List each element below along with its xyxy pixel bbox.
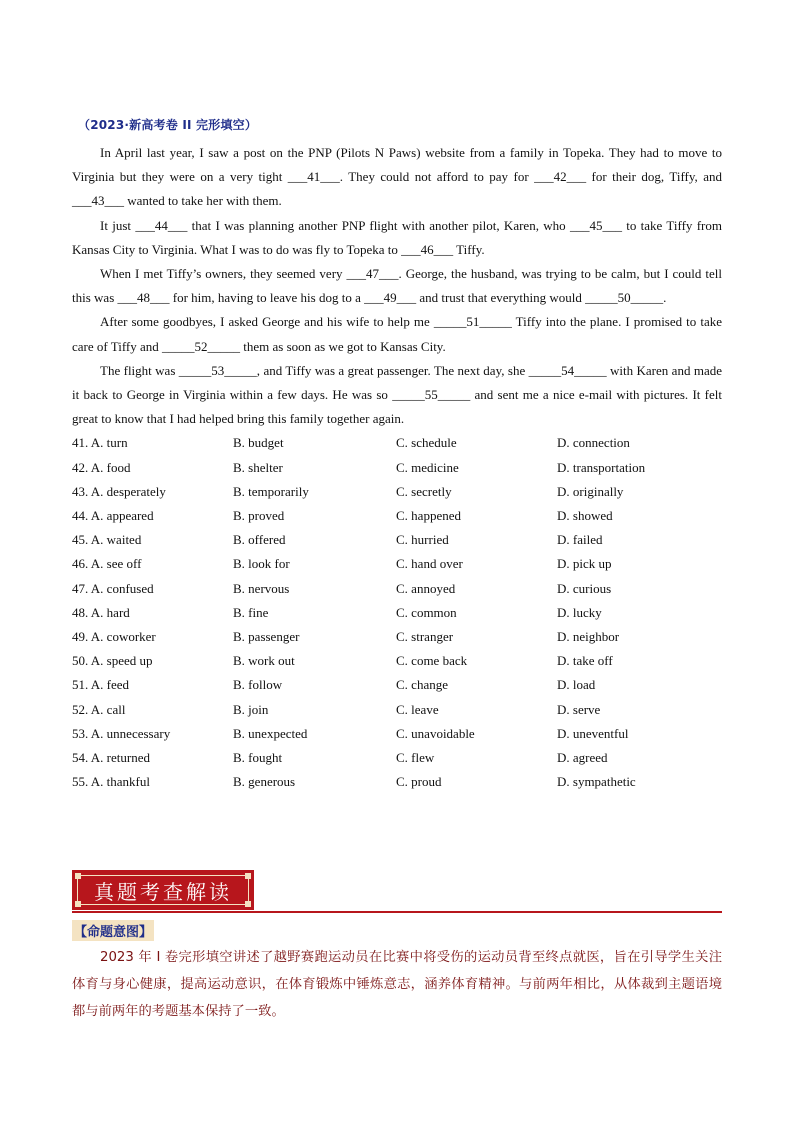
option-d: D. originally	[557, 483, 624, 499]
option-d: D. uneventful	[557, 725, 629, 741]
question-row	[72, 649, 722, 673]
option-a: 50. A. speed up	[72, 653, 153, 669]
option-d: D. serve	[557, 701, 601, 717]
passage-paragraph: When I met Tiffy’s owners, they seemed very ___47___. George, the husband, was trying to be calm, but I could tell this was ___48___ for him, having to leave his dog to a ___49___ and trust that everything would _____50_____.	[72, 266, 722, 306]
option-a: 45. A. waited	[72, 532, 142, 548]
option-b: B. nervous	[233, 580, 290, 596]
section-banner-title: 真题考查解读	[94, 879, 232, 904]
option-d: D. load	[557, 677, 596, 693]
question-row	[72, 746, 722, 770]
option-a: 49. A. coworker	[72, 628, 156, 644]
option-b: B. generous	[233, 774, 296, 790]
question-row	[72, 770, 722, 794]
option-d: D. pick up	[557, 556, 612, 572]
option-b: B. temporarily	[233, 483, 309, 499]
option-a: 51. A. feed	[72, 677, 130, 693]
option-a: 43. A. desperately	[72, 483, 166, 499]
option-b: B. proved	[233, 508, 285, 523]
option-a: 42. A. food	[72, 459, 131, 475]
option-c: C. flew	[396, 749, 435, 765]
option-d: D. lucky	[557, 604, 602, 620]
option-a: 48. A. hard	[72, 604, 130, 620]
question-row	[72, 601, 722, 625]
option-d: D. take off	[557, 653, 613, 669]
options-list	[72, 431, 722, 794]
option-c: C. hurried	[396, 532, 449, 548]
option-b: B. shelter	[233, 459, 283, 475]
question-row	[72, 722, 722, 746]
question-row	[72, 673, 722, 697]
option-d: D. neighbor	[557, 628, 620, 644]
option-c: C. secretly	[396, 483, 452, 499]
option-c: C. come back	[396, 653, 468, 669]
passage	[72, 141, 722, 431]
option-a: 44. A. appeared	[72, 508, 154, 523]
option-b: B. fine	[233, 604, 269, 620]
option-a: 55. A. thankful	[72, 774, 150, 790]
option-a: 52. A. call	[72, 701, 126, 717]
option-b: B. follow	[233, 677, 283, 693]
option-b: B. work out	[233, 653, 295, 669]
section-text: 2023 年 I 卷完形填空讲述了越野赛跑运动员在比赛中将受伤的运动员背至终点就医，旨在引导学生关注体育与身心健康，提高运动意识，在体育锻炼中锤炼意志，涵养体育精神。与前两年相比，从体裁到主题语境都与前两年的考题基本保持了一致。	[72, 950, 722, 1019]
question-row	[72, 431, 722, 455]
option-c: C. medicine	[396, 459, 459, 475]
passage-paragraph: After some goodbyes, I asked George and his wife to help me _____51_____ Tiffy into the plane. I promised to take care of Tiffy and _____52_____ them as soon as we got to Kansas City.	[72, 314, 722, 354]
section-divider	[72, 911, 722, 913]
question-row	[72, 528, 722, 552]
passage-paragraph: In April last year, I saw a post on the PNP (Pilots N Paws) website from a family in Topeka. They had to move to Virginia but they were on a very tight ___41___. They could not afford to pay for ___42___ for their dog, Tiffy, and ___43___ wanted to take her with them.	[72, 145, 722, 209]
option-d: D. transportation	[557, 459, 646, 475]
question-row	[72, 625, 722, 649]
question-row	[72, 552, 722, 576]
question-row	[72, 480, 722, 504]
option-c: C. proud	[396, 774, 442, 790]
question-row	[72, 504, 722, 528]
option-c: C. hand over	[396, 556, 463, 572]
option-d: D. failed	[557, 532, 603, 548]
option-c: C. leave	[396, 701, 439, 717]
question-row	[72, 577, 722, 601]
option-a: 53. A. unnecessary	[72, 725, 171, 741]
section-banner	[72, 870, 254, 910]
option-c: C. common	[396, 604, 457, 620]
option-c: C. unavoidable	[396, 725, 475, 741]
option-c: C. change	[396, 677, 448, 693]
option-d: D. connection	[557, 435, 630, 451]
option-d: D. sympathetic	[557, 774, 636, 790]
option-b: B. look for	[233, 556, 290, 572]
option-a: 47. A. confused	[72, 580, 154, 596]
option-b: B. passenger	[233, 628, 300, 644]
option-c: C. annoyed	[396, 580, 456, 596]
option-d: D. agreed	[557, 749, 608, 765]
option-a: 41. A. turn	[72, 435, 128, 451]
option-d: D. curious	[557, 580, 612, 596]
option-a: 54. A. returned	[72, 749, 150, 765]
option-c: C. schedule	[396, 435, 457, 451]
option-c: C. happened	[396, 508, 461, 523]
section-tag: 【命题意图】	[72, 920, 154, 941]
exam-content	[72, 116, 722, 794]
option-b: B. unexpected	[233, 725, 308, 741]
passage-paragraph: The flight was _____53_____, and Tiffy was a great passenger. The next day, she _____54_____ with Karen and made it back to George in Virginia within a few days. He was so _____55_____ and sent me a nice e-mail with pictures. It felt great to know that I had helped bring this family together again.	[72, 362, 722, 427]
option-b: B. join	[233, 701, 269, 717]
question-row	[72, 698, 722, 722]
passage-paragraph: It just ___44___ that I was planning another PNP flight with another pilot, Karen, who ___45___ to take Tiffy from Kansas City to Virginia. What I was to do was fly to Topeka to ___46___ Tiffy.	[72, 217, 722, 257]
option-d: D. showed	[557, 508, 613, 523]
option-c: C. stranger	[396, 628, 454, 644]
option-a: 46. A. see off	[72, 556, 142, 572]
option-b: B. budget	[233, 435, 284, 451]
option-b: B. offered	[233, 532, 286, 548]
source-label: （2023·新高考卷 II 完形填空）	[78, 118, 258, 132]
question-row	[72, 456, 722, 480]
option-b: B. fought	[233, 749, 283, 765]
